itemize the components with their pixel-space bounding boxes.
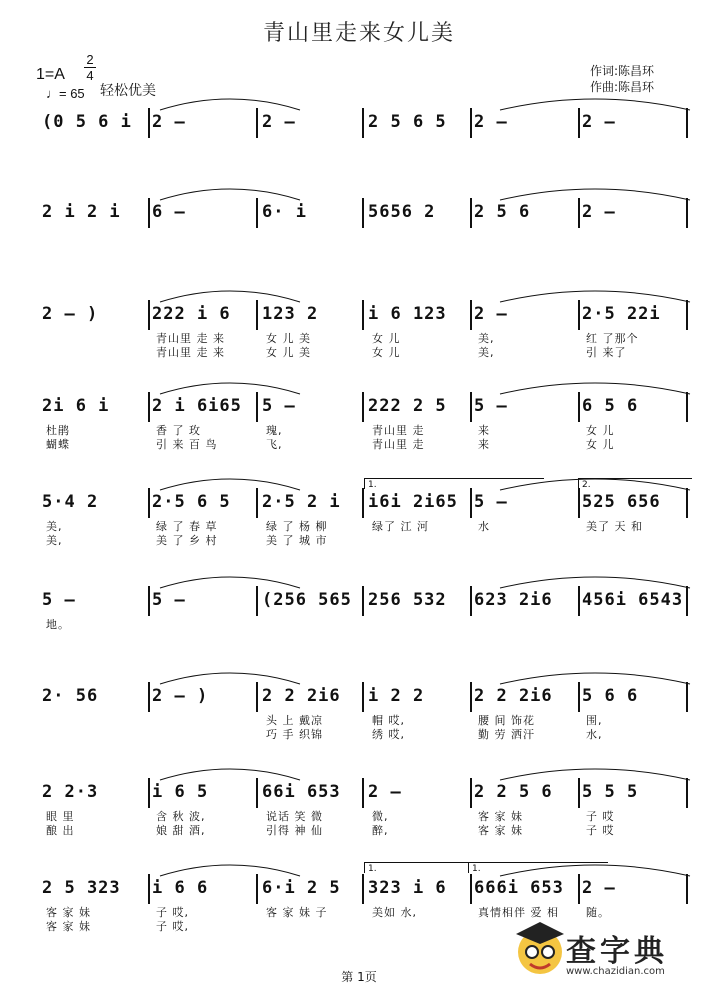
lyric-line-1: 子 哎, bbox=[156, 906, 189, 919]
measure-notes: i 6 5 bbox=[152, 782, 209, 802]
slur-arc bbox=[160, 99, 300, 110]
slur-lines bbox=[0, 662, 718, 692]
lyric-line-2: 美 了 城 市 bbox=[266, 534, 328, 547]
lyric-line-2: 子 哎 bbox=[586, 824, 615, 837]
measure-notes: 2 2 2i6 bbox=[262, 686, 341, 706]
lyric-line-2: 蝴蝶 bbox=[46, 438, 70, 451]
lyric-line-1: 来 bbox=[478, 424, 490, 437]
second-ending-bracket: 2. bbox=[578, 478, 692, 489]
tempo-marking: ♩= 65 bbox=[46, 86, 85, 101]
measure-notes: 256 532 bbox=[368, 590, 447, 610]
lyric-line-2: 美, bbox=[478, 346, 495, 359]
measure-notes: 2·5 22i bbox=[582, 304, 661, 324]
lyric-line-1: 红 了那个 bbox=[586, 332, 639, 345]
slur-arc bbox=[500, 189, 690, 200]
lyric-line-2: 子 哎, bbox=[156, 920, 189, 933]
measure-notes: 2 – bbox=[582, 878, 616, 898]
measure-notes: 5 – bbox=[474, 396, 508, 416]
lyric-line-2: 来 bbox=[478, 438, 490, 451]
lyric-line-1: 客 家 妹 子 bbox=[266, 906, 328, 919]
lyric-line-1: 女 儿 美 bbox=[266, 332, 311, 345]
measure-notes: 2 2 2i6 bbox=[474, 686, 553, 706]
slur-arc bbox=[500, 383, 690, 394]
measure-notes: 2 5 323 bbox=[42, 878, 121, 898]
lyric-line-2: 女 儿 bbox=[586, 438, 615, 451]
slur-lines bbox=[0, 280, 718, 310]
measure-notes: 2 – ) bbox=[152, 686, 209, 706]
song-title: 青山里走来女儿美 bbox=[262, 21, 455, 46]
lyric-line-2: 客 家 妹 bbox=[478, 824, 523, 837]
lyric-line-2: 客 家 妹 bbox=[46, 920, 91, 933]
watermark-name: 查字典 bbox=[566, 934, 668, 969]
measure-notes: 2·5 6 5 bbox=[152, 492, 231, 512]
measure-notes: 123 2 bbox=[262, 304, 319, 324]
measure-notes: 456i 6543 bbox=[582, 590, 684, 610]
lyric-line-1: 青山里 走 bbox=[372, 424, 425, 437]
lyric-line-2: 美, bbox=[46, 534, 63, 547]
measure-notes: 2· 56 bbox=[42, 686, 99, 706]
measure-notes: 5 6 6 bbox=[582, 686, 639, 706]
measure-notes: 2 2 5 6 bbox=[474, 782, 553, 802]
slur-arc bbox=[160, 383, 300, 394]
measure-notes: (0 5 6 i bbox=[42, 112, 132, 132]
lyric-line-1: 女 儿 bbox=[372, 332, 401, 345]
lyric-line-1: 说话 笑 微 bbox=[266, 810, 323, 823]
lyric-line-2: 绣 哎, bbox=[372, 728, 405, 741]
slur-arc bbox=[160, 479, 300, 490]
first-ending-bracket-b: 1. bbox=[364, 862, 470, 873]
lyric-line-1: 真情相伴 爱 相 bbox=[478, 906, 559, 919]
lyric-line-1: 女 儿 bbox=[586, 424, 615, 437]
lyric-line-1: 水 bbox=[478, 520, 490, 533]
slur-arc bbox=[500, 291, 690, 302]
measure-notes: 5·4 2 bbox=[42, 492, 99, 512]
measure-notes: i 6 6 bbox=[152, 878, 209, 898]
lyric-line-2: 飞, bbox=[266, 438, 283, 451]
lyric-line-2: 女 儿 bbox=[372, 346, 401, 359]
lyricist-credit: 作词:陈昌环 bbox=[590, 64, 655, 78]
lyric-line-1: 帽 哎, bbox=[372, 714, 405, 727]
slur-arc bbox=[160, 673, 300, 684]
lyric-line-1: 美了 天 和 bbox=[586, 520, 643, 533]
lyric-line-2: 青山里 走 bbox=[372, 438, 425, 451]
lyric-line-1: 客 家 妹 bbox=[46, 906, 91, 919]
lyric-line-1: 绿了 江 河 bbox=[372, 520, 429, 533]
measure-notes: 2 i 6i65 bbox=[152, 396, 242, 416]
first-ending-bracket: 1. bbox=[364, 478, 544, 489]
mood-marking: 轻松优美 bbox=[100, 83, 156, 99]
slur-lines bbox=[0, 178, 718, 208]
slur-arc bbox=[160, 291, 300, 302]
lyric-line-2: 女 儿 美 bbox=[266, 346, 311, 359]
measure-notes: 6 – bbox=[152, 202, 186, 222]
key-signature: 1=A bbox=[36, 66, 65, 83]
measure-notes: 2 – bbox=[262, 112, 296, 132]
lyric-line-2: 引得 神 仙 bbox=[266, 824, 323, 837]
lyric-line-1: 微, bbox=[372, 810, 389, 823]
lyric-line-1: 地。 bbox=[46, 618, 70, 631]
lyric-line-2: 娘 甜 酒, bbox=[156, 824, 206, 837]
lyric-line-2: 醉, bbox=[372, 824, 389, 837]
lyric-line-1: 围, bbox=[586, 714, 603, 727]
lyric-line-1: 青山里 走 来 bbox=[156, 332, 225, 345]
measure-notes: 5 – bbox=[42, 590, 76, 610]
measure-notes: i 6 123 bbox=[368, 304, 447, 324]
lyric-line-1: 随。 bbox=[586, 906, 610, 919]
slur-arc bbox=[160, 865, 300, 876]
lyric-line-1: 腰 间 饰花 bbox=[478, 714, 535, 727]
lyric-line-2: 酿 出 bbox=[46, 824, 75, 837]
measure-notes: 2 – bbox=[152, 112, 186, 132]
slur-lines bbox=[0, 372, 718, 402]
composer-credit: 作曲:陈昌环 bbox=[590, 80, 655, 94]
measure-notes: 666i 653 bbox=[474, 878, 564, 898]
time-signature bbox=[84, 52, 96, 83]
slur-lines bbox=[0, 854, 718, 884]
measure-notes: i 2 2 bbox=[368, 686, 425, 706]
measure-notes: 2 – bbox=[474, 304, 508, 324]
lyric-line-1: 客 家 妹 bbox=[478, 810, 523, 823]
measure-notes: 2 5 6 bbox=[474, 202, 531, 222]
measure-notes: 2 – bbox=[582, 202, 616, 222]
lyric-line-1: 眼 里 bbox=[46, 810, 75, 823]
slur-lines bbox=[0, 566, 718, 596]
measure-notes: 2·5 2 i bbox=[262, 492, 341, 512]
measure-notes: 2 – bbox=[474, 112, 508, 132]
slur-arc bbox=[500, 99, 690, 110]
measure-notes: 222 i 6 bbox=[152, 304, 231, 324]
measure-notes: 2 5 6 5 bbox=[368, 112, 447, 132]
slur-lines bbox=[0, 88, 718, 118]
page-number: 第 1页 bbox=[341, 970, 377, 984]
measure-notes: 2 2·3 bbox=[42, 782, 99, 802]
measure-notes: 323 i 6 bbox=[368, 878, 447, 898]
measure-notes: 5 – bbox=[152, 590, 186, 610]
lyric-line-2: 水, bbox=[586, 728, 603, 741]
lyric-line-1: 子 哎 bbox=[586, 810, 615, 823]
slur-arc bbox=[160, 769, 300, 780]
measure-notes: (256 565 bbox=[262, 590, 352, 610]
lyric-line-1: 绿 了 杨 柳 bbox=[266, 520, 328, 533]
lyric-line-2: 勤 劳 洒汗 bbox=[478, 728, 535, 741]
slur-arc bbox=[500, 577, 690, 588]
measure-notes: 5656 2 bbox=[368, 202, 436, 222]
measure-notes: 6· i bbox=[262, 202, 307, 222]
lyric-line-1: 绿 了 春 草 bbox=[156, 520, 218, 533]
measure-notes: 6 5 6 bbox=[582, 396, 639, 416]
slur-arc bbox=[160, 189, 300, 200]
measure-notes: 623 2i6 bbox=[474, 590, 553, 610]
measure-notes: i6i 2i65 bbox=[368, 492, 458, 512]
meter-top: 2 bbox=[86, 52, 94, 67]
measure-notes: 222 2 5 bbox=[368, 396, 447, 416]
slur-arc bbox=[500, 673, 690, 684]
measure-notes: 6·i 2 5 bbox=[262, 878, 341, 898]
slur-arc bbox=[160, 577, 300, 588]
lyric-line-1: 含 秋 波, bbox=[156, 810, 206, 823]
measure-notes: 2i 6 i bbox=[42, 396, 110, 416]
measure-notes: 2 i 2 i bbox=[42, 202, 121, 222]
measure-notes: 5 – bbox=[262, 396, 296, 416]
lyric-line-1: 香 了 玫 bbox=[156, 424, 201, 437]
measure-notes: 5 5 5 bbox=[582, 782, 639, 802]
measure-notes: 5 – bbox=[474, 492, 508, 512]
meter-bottom: 4 bbox=[86, 68, 94, 83]
measure-notes: 525 656 bbox=[582, 492, 661, 512]
lyric-line-2: 引 来了 bbox=[586, 346, 627, 359]
second-ending-bracket-b: 1. bbox=[468, 862, 608, 873]
lyric-line-2: 青山里 走 来 bbox=[156, 346, 225, 359]
lyric-line-2: 美 了 乡 村 bbox=[156, 534, 218, 547]
lyric-line-2: 引 来 百 鸟 bbox=[156, 438, 218, 451]
slur-arc bbox=[500, 769, 690, 780]
lyric-line-1: 美如 水, bbox=[372, 906, 417, 919]
watermark-url: www.chazidian.com bbox=[566, 966, 665, 977]
lyric-line-2: 巧 手 织锦 bbox=[266, 728, 323, 741]
lyric-line-1: 头 上 戴凉 bbox=[266, 714, 323, 727]
lyric-line-1: 美, bbox=[46, 520, 63, 533]
measure-notes: 2 – bbox=[582, 112, 616, 132]
lyric-line-1: 杜鹃 bbox=[46, 424, 70, 437]
lyric-line-1: 美, bbox=[478, 332, 495, 345]
measure-notes: 2 – ) bbox=[42, 304, 99, 324]
measure-notes: 2 – bbox=[368, 782, 402, 802]
measure-notes: 66i 653 bbox=[262, 782, 341, 802]
slur-lines bbox=[0, 758, 718, 788]
lyric-line-1: 瑰, bbox=[266, 424, 283, 437]
